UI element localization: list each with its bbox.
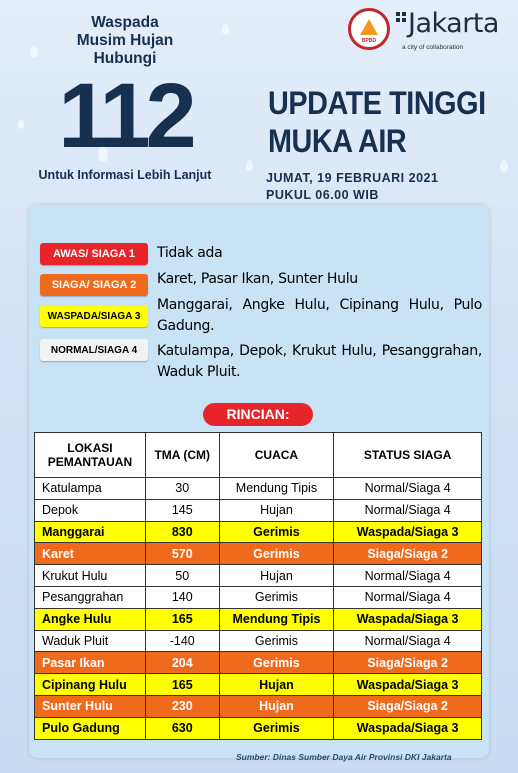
source-note: Sumber: Dinas Sumber Daya Air Provinsi DKI Jakarta (236, 752, 452, 762)
cell-status: Waspada/Siaga 3 (334, 717, 482, 739)
table-row (35, 499, 482, 521)
cell-lokasi: Krukut Hulu (35, 565, 146, 587)
cell-cuaca: Mendung Tipis (219, 478, 334, 500)
hotline-line1: Waspada (91, 14, 159, 31)
cell-cuaca: Hujan (219, 499, 334, 521)
cell-cuaca: Hujan (219, 695, 334, 717)
normal-locations: Katulampa, Depok, Krukut Hulu, Pesanggrahan, Waduk Pluit. (157, 343, 482, 380)
cell-cuaca: Gerimis (219, 630, 334, 652)
cell-status: Siaga/Siaga 2 (334, 695, 482, 717)
cell-tma: 630 (145, 717, 219, 739)
cell-cuaca: Gerimis (219, 717, 334, 739)
table-row (35, 565, 482, 587)
hotline-info: Untuk Informasi Lebih Lanjut (38, 168, 212, 182)
table-row (35, 717, 482, 739)
cell-tma: 30 (145, 478, 219, 500)
hotline-block (20, 14, 230, 182)
cell-cuaca: Gerimis (219, 543, 334, 565)
siaga-badge: SIAGA/ SIAGA 2 (40, 274, 148, 296)
cell-cuaca: Gerimis (219, 521, 334, 543)
logos (348, 6, 518, 56)
rincian-label: RINCIAN: (203, 403, 313, 426)
jakarta-logo-tagline: a city of collaboration (402, 44, 464, 51)
table-row (35, 674, 482, 696)
siaga-locations: Karet, Pasar Ikan, Sunter Hulu (157, 271, 358, 287)
cell-status: Siaga/Siaga 2 (334, 652, 482, 674)
cell-lokasi: Manggarai (35, 521, 146, 543)
bpbd-logo (348, 8, 390, 50)
cell-cuaca: Mendung Tipis (219, 608, 334, 630)
table-row (35, 695, 482, 717)
cell-status: Normal/Siaga 4 (334, 586, 482, 608)
hotline-number: 112 (58, 65, 192, 167)
cell-status: Siaga/Siaga 2 (334, 543, 482, 565)
cell-tma: 830 (145, 521, 219, 543)
jakarta-logo-word: Jakarta (408, 8, 499, 39)
page-title-line1: UPDATE TINGGI (268, 85, 486, 121)
cell-tma: 570 (145, 543, 219, 565)
cell-tma: 140 (145, 586, 219, 608)
cell-tma: 145 (145, 499, 219, 521)
raindrop-decoration (500, 160, 508, 172)
page-title (268, 84, 486, 160)
table-row (35, 608, 482, 630)
date-block (266, 170, 438, 204)
cell-status: Waspada/Siaga 3 (334, 521, 482, 543)
column-header-status: STATUS SIAGA (334, 433, 482, 478)
column-header-tma: TMA (CM) (145, 433, 219, 478)
cell-status: Normal/Siaga 4 (334, 565, 482, 587)
cell-tma: 230 (145, 695, 219, 717)
cell-lokasi: Karet (35, 543, 146, 565)
cell-tma: 165 (145, 608, 219, 630)
waspada-badge: WASPADA/SIAGA 3 (40, 305, 148, 327)
cell-lokasi: Pulo Gadung (35, 717, 146, 739)
table-row (35, 543, 482, 565)
cell-cuaca: Hujan (219, 565, 334, 587)
cell-lokasi: Sunter Hulu (35, 695, 146, 717)
column-header-cuaca: CUACA (219, 433, 334, 478)
triangle-icon (360, 19, 378, 35)
cell-lokasi: Pasar Ikan (35, 652, 146, 674)
bpbd-logo-text: BPBD (361, 38, 377, 44)
cell-cuaca: Hujan (219, 674, 334, 696)
table-row (35, 652, 482, 674)
table-body (35, 478, 482, 740)
table-row (35, 630, 482, 652)
awas-locations: Tidak ada (157, 245, 223, 261)
cell-lokasi: Cipinang Hulu (35, 674, 146, 696)
cell-status: Normal/Siaga 4 (334, 478, 482, 500)
table-row (35, 586, 482, 608)
table-header-row (35, 433, 482, 478)
cell-cuaca: Gerimis (219, 652, 334, 674)
cell-status: Waspada/Siaga 3 (334, 608, 482, 630)
cell-tma: 204 (145, 652, 219, 674)
cell-lokasi: Waduk Pluit (35, 630, 146, 652)
table-row (35, 478, 482, 500)
cell-tma: 165 (145, 674, 219, 696)
page-title-line2: MUKA AIR (268, 123, 407, 159)
cell-lokasi: Angke Hulu (35, 608, 146, 630)
table-row (35, 521, 482, 543)
cell-status: Normal/Siaga 4 (334, 499, 482, 521)
water-level-table (34, 432, 482, 740)
awas-badge: AWAS/ SIAGA 1 (40, 243, 148, 265)
date-text: JUMAT, 19 FEBRUARI 2021 (266, 171, 439, 185)
cell-lokasi: Depok (35, 499, 146, 521)
waspada-locations: Manggarai, Angke Hulu, Cipinang Hulu, Pulo Gadung. (157, 297, 482, 334)
cell-status: Normal/Siaga 4 (334, 630, 482, 652)
cell-status: Waspada/Siaga 3 (334, 674, 482, 696)
cell-lokasi: Katulampa (35, 478, 146, 500)
cell-tma: 50 (145, 565, 219, 587)
cell-cuaca: Gerimis (219, 586, 334, 608)
hotline-line2: Musim Hujan (76, 32, 174, 49)
cell-lokasi: Pesanggrahan (35, 586, 146, 608)
hotline-line3: Hubungi (93, 50, 157, 67)
column-header-lokasi: LOKASI PEMANTAUAN (35, 433, 146, 478)
time-text: PUKUL 06.00 WIB (266, 188, 379, 202)
normal-badge: NORMAL/SIAGA 4 (40, 339, 148, 361)
raindrop-decoration (246, 160, 253, 171)
cell-tma: -140 (145, 630, 219, 652)
